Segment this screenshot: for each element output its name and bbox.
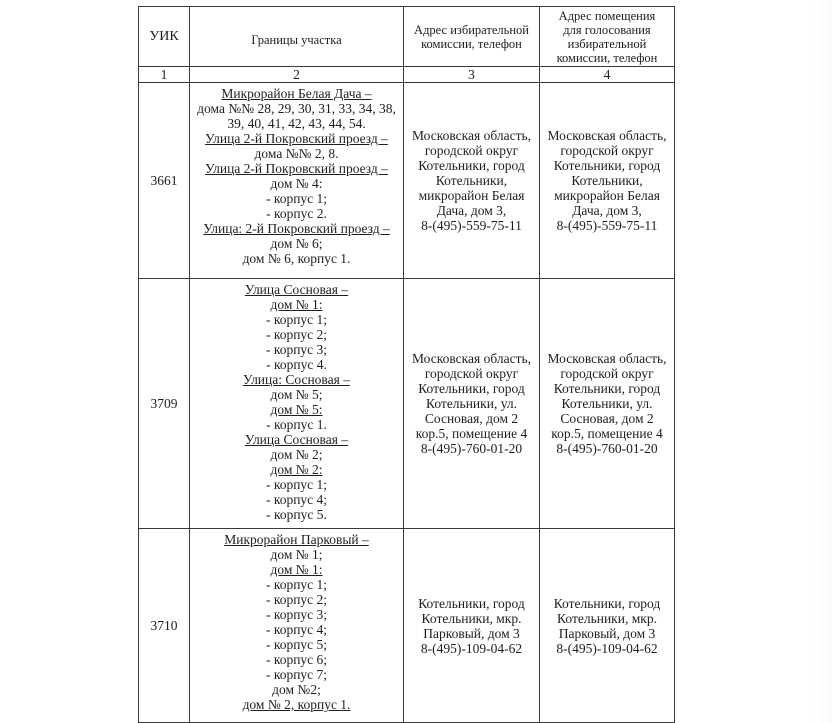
bounds-line: дом № 2; <box>270 447 323 462</box>
address-line: Котельники, город <box>418 381 525 396</box>
bounds-line: - корпус 6; <box>265 652 328 667</box>
address-line: Котельники, город <box>553 158 661 173</box>
bounds-line: - корпус 1; <box>265 577 328 592</box>
uik-number: 3709 <box>139 279 190 529</box>
commission-address <box>404 529 540 723</box>
bounds-line: - корпус 3; <box>265 607 328 622</box>
precinct-bounds <box>190 529 404 723</box>
header-line: комиссии, телефон <box>556 50 658 65</box>
address-line: кор.5, помещение 4 <box>551 426 663 441</box>
address-line: Котельники, <box>435 173 508 188</box>
bounds-line: дом № 2, корпус 1. <box>242 697 351 712</box>
address-line: Сосновая, дом 2 <box>560 411 654 426</box>
bounds-line: Улица Сосновая – <box>244 282 349 297</box>
bounds-line: - корпус 1; <box>265 312 328 327</box>
address-line: Сосновая, дом 2 <box>424 411 519 426</box>
bounds-line: - корпус 2; <box>265 592 328 607</box>
address-line: Котельники, город <box>553 381 661 396</box>
voting-address <box>540 279 675 529</box>
address-line: 8-(495)-760-01-20 <box>420 441 523 456</box>
table-row <box>139 83 675 279</box>
table-header-row <box>139 7 675 67</box>
table-row <box>139 279 675 529</box>
uik-number: 3661 <box>139 83 190 279</box>
bounds-line: Микрорайон Белая Дача – <box>221 86 372 101</box>
address-line: кор.5, помещение 4 <box>415 426 528 441</box>
bounds-line: дом № 5; <box>270 387 323 402</box>
address-line: Парковый, дом 3 <box>423 625 520 641</box>
bounds-line: - корпус 7; <box>265 667 328 682</box>
header-bounds: Границы участка <box>190 7 404 67</box>
uik-number: 3710 <box>139 529 190 723</box>
header-line: Адрес помещения <box>558 8 656 23</box>
address-line: Московская область, <box>547 128 667 143</box>
precinct-bounds <box>190 83 404 279</box>
polling-stations-table <box>138 6 675 723</box>
address-line: 8-(495)-109-04-62 <box>420 640 523 656</box>
address-line: городской округ <box>424 143 519 158</box>
scan-edge-shade <box>812 0 832 723</box>
bounds-line: - корпус 2. <box>266 206 327 221</box>
commission-address <box>404 83 540 279</box>
column-number: 4 <box>540 67 675 83</box>
bounds-line: - корпус 5. <box>266 507 327 522</box>
table-row <box>139 529 675 723</box>
bounds-line: - корпус 2; <box>265 327 328 342</box>
address-line: Московская область, <box>411 351 532 366</box>
address-line: Котельники, <box>571 173 643 188</box>
voting-address <box>540 529 675 723</box>
column-number: 2 <box>190 67 404 83</box>
bounds-line: Улица: Сосновая – <box>243 372 350 387</box>
bounds-line: дом № 6; <box>270 236 323 251</box>
address-line: Котельники, ул. <box>561 396 653 411</box>
commission-address <box>404 279 540 529</box>
header-line: избирательной <box>567 36 647 51</box>
bounds-line: - корпус 4; <box>265 492 328 507</box>
bounds-line: - корпус 3; <box>265 342 328 357</box>
address-line: городской округ <box>560 366 654 381</box>
bounds-line: - корпус 5; <box>265 637 328 652</box>
address-line: Московская область, <box>411 128 532 143</box>
address-line: 8-(495)-559-75-11 <box>556 218 658 233</box>
bounds-line: - корпус 1; <box>265 191 328 206</box>
bounds-line: - корпус 4. <box>266 357 327 372</box>
bounds-line: дом № 6, корпус 1. <box>242 251 351 266</box>
bounds-line: - корпус 1. <box>266 417 327 432</box>
precinct-bounds <box>190 279 404 529</box>
address-line: Парковый, дом 3 <box>558 625 656 641</box>
bounds-line: дом № 1: <box>270 297 323 312</box>
address-line: микрорайон Белая <box>554 188 660 203</box>
header-voting-address <box>540 7 675 67</box>
header-line: Адрес избирательной <box>414 22 529 37</box>
address-line: Дача, дом 3, <box>436 203 507 218</box>
bounds-line: дома №№ 28, 29, 30, 31, 33, 34, 38, <box>197 101 396 116</box>
bounds-line: Улица 2-й Покровский проезд – <box>205 161 388 176</box>
bounds-line: дома №№ 2, 8. <box>254 146 339 161</box>
address-line: Московская область, <box>547 351 667 366</box>
address-line: городской округ <box>424 366 519 381</box>
bounds-line: Микрорайон Парковый – <box>224 532 369 547</box>
address-line: городской округ <box>560 143 654 158</box>
address-line: микрорайон Белая <box>418 188 525 203</box>
bounds-line: - корпус 4; <box>265 622 328 637</box>
address-line: 8-(495)-760-01-20 <box>556 441 658 456</box>
header-uik: УИК <box>139 7 190 67</box>
address-line: Котельники, город <box>418 595 525 611</box>
bounds-line: дом № 2: <box>270 462 323 477</box>
address-line: 8-(495)-109-04-62 <box>556 640 658 656</box>
address-line: Котельники, мкр. <box>557 610 657 626</box>
column-number: 3 <box>404 67 540 83</box>
bounds-line: дом № 1; <box>270 547 323 562</box>
column-number: 1 <box>139 67 190 83</box>
address-line: Котельники, мкр. <box>421 610 522 626</box>
bounds-line: дом № 4: <box>270 176 323 191</box>
address-line: 8-(495)-559-75-11 <box>421 218 522 233</box>
bounds-line: дом № 5: <box>270 402 323 417</box>
address-line: Дача, дом 3, <box>572 203 642 218</box>
voting-address <box>540 83 675 279</box>
bounds-line: Улица 2-й Покровский проезд – <box>205 131 388 146</box>
header-commission-address <box>404 7 540 67</box>
address-line: Котельники, город <box>553 595 661 611</box>
address-line: Котельники, ул. <box>426 396 517 411</box>
bounds-line: дом № 1: <box>270 562 323 577</box>
header-line: комиссии, телефон <box>421 36 522 51</box>
bounds-line: 39, 40, 41, 42, 43, 44, 54. <box>227 116 366 131</box>
address-line: Котельники, город <box>418 158 525 173</box>
column-number-row <box>139 67 675 83</box>
bounds-line: Улица: 2-й Покровский проезд – <box>203 221 390 236</box>
header-line: для голосования <box>563 22 651 37</box>
bounds-line: Улица Сосновая – <box>244 432 349 447</box>
bounds-line: - корпус 1; <box>265 477 328 492</box>
bounds-line: дом №2; <box>272 682 321 697</box>
